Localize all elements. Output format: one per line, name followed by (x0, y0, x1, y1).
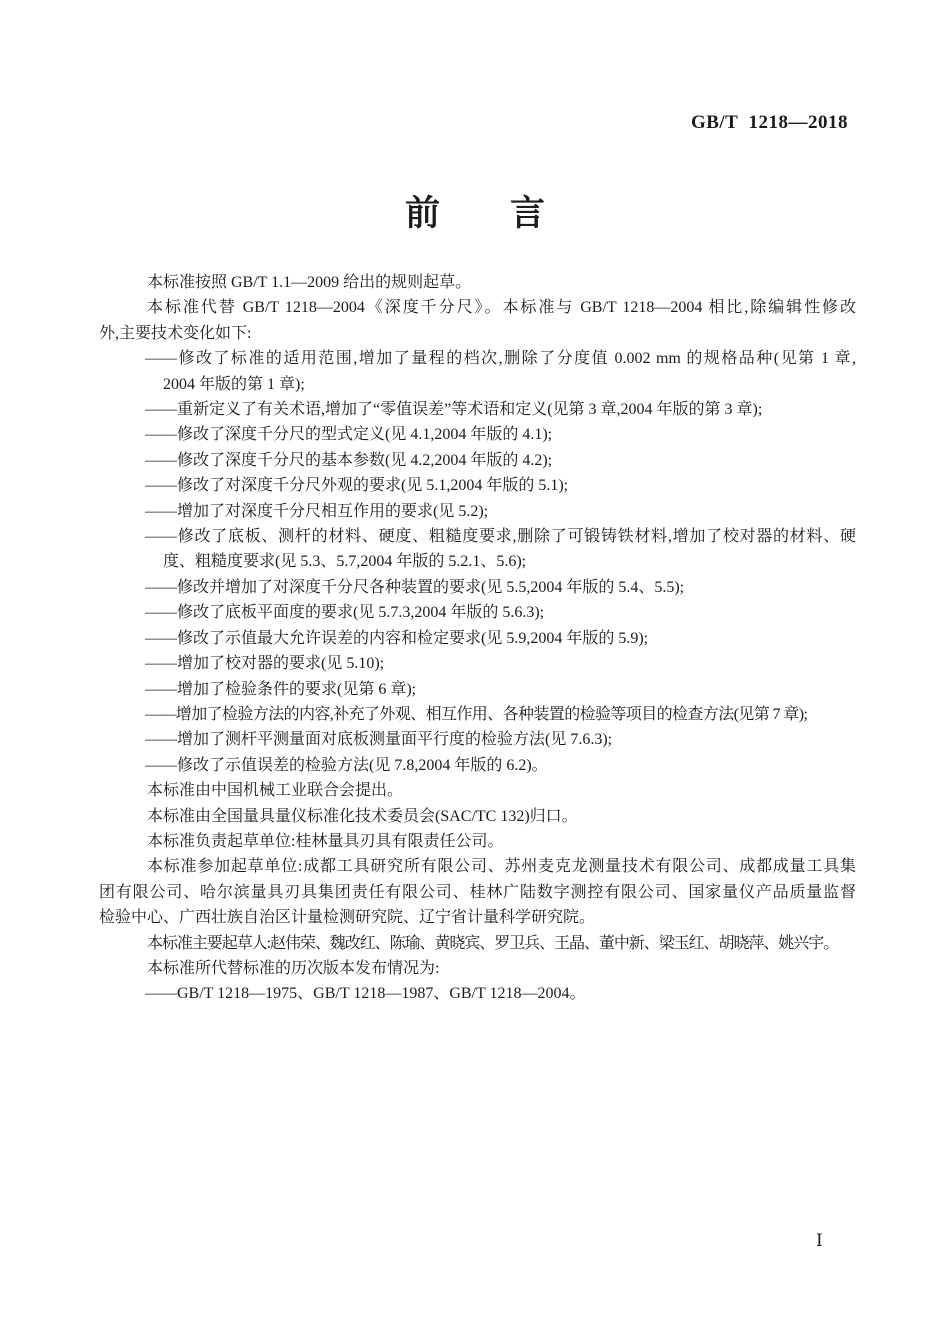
standard-number: GB/T 1218—2018 (690, 112, 848, 133)
page-number: Ⅰ (816, 1231, 823, 1250)
text-line: ——增加了对深度千分尺相互作用的要求(见 5.2); (145, 502, 489, 520)
text-line: 本标准由全国量具量仪标准化技术委员会(SAC/TC 132)归口。 (147, 807, 578, 825)
text-line: 外,主要技术变化如下: (99, 324, 252, 342)
text-line: ——重新定义了有关术语,增加了“零值误差”等术语和定义(见第 3 章,2004 年版的第 3 章); (145, 401, 763, 419)
text-line: ——GB/T 1218—1975、GB/T 1218—1987、GB/T 1218—2004。 (145, 985, 586, 1003)
text-line: ——修改了深度千分尺的基本参数(见 4.2,2004 年版的 4.2); (145, 451, 553, 469)
text-line: 本标准参加起草单位:成都工具研究所有限公司、苏州麦克龙测量技术有限公司、成都成量工具集 (147, 858, 856, 876)
text-line: 团有限公司、哈尔滨量具刃具集团责任有限公司、桂林广陆数字测控有限公司、国家量仪产品质量监督 (99, 883, 856, 901)
text-line: ——修改了标准的适用范围,增加了量程的档次,删除了分度值 0.002 mm 的规格品种(见第 1 章, (145, 350, 856, 368)
text-line: 本标准按照 GB/T 1.1—2009 给出的规则起草。 (147, 274, 472, 291)
text-line: 本标准代替 GB/T 1218—2004《深度千分尺》。本标准与 GB/T 1218—2004 相比,除编辑性修改 (147, 299, 856, 317)
text-line: ——修改了示值最大允许误差的内容和检定要求(见 5.9,2004 年版的 5.9); (145, 629, 649, 647)
text-line: 本标准负责起草单位:桂林量具刃具有限责任公司。 (147, 832, 504, 850)
text-line: 本标准由中国机械工业联合会提出。 (147, 782, 404, 800)
text-line: ——修改了深度千分尺的型式定义(见 4.1,2004 年版的 4.1); (145, 426, 553, 444)
text-line: ——增加了测杆平测量面对底板测量面平行度的检验方法(见 7.6.3); (145, 731, 613, 749)
text-line: ——增加了检验方法的内容,补充了外观、相互作用、各种装置的检验等项目的检查方法(见第 7 章); (145, 705, 808, 723)
text-line: ——修改了底板平面度的要求(见 5.7.3,2004 年版的 5.6.3); (145, 604, 545, 622)
text-line: ——增加了检验条件的要求(见第 6 章); (145, 680, 417, 698)
page-title: 前 言 (404, 194, 545, 233)
document-body (99, 270, 856, 1007)
text-line: 检验中心、广西壮族自治区计量检测研究院、辽宁省计量科学研究院。 (99, 909, 596, 927)
text-line: 本标准所代替标准的历次版本发布情况为: (147, 959, 440, 977)
text-line: ——修改了示值误差的检验方法(见 7.8,2004 年版的 6.2)。 (145, 756, 548, 774)
text-line: ——修改并增加了对深度千分尺各种装置的要求(见 5.5,2004 年版的 5.4、5.5); (145, 578, 685, 596)
text-line: ——修改了底板、测杆的材料、硬度、粗糙度要求,删除了可锻铸铁材料,增加了校对器的材料、硬 (145, 528, 856, 546)
text-line: 本标准主要起草人:赵伟荣、魏改红、陈瑜、黄晓宾、罗卫兵、王晶、董中新、梁玉红、胡晓萍、姚兴宇。 (147, 934, 839, 952)
text-line: ——修改了对深度千分尺外观的要求(见 5.1,2004 年版的 5.1); (145, 477, 569, 495)
text-line: 2004 年版的第 1 章); (163, 375, 305, 393)
text-line: ——增加了校对器的要求(见 5.10); (145, 655, 385, 673)
text-line: 度、粗糙度要求(见 5.3、5.7,2004 年版的 5.2.1、5.6); (163, 553, 527, 571)
